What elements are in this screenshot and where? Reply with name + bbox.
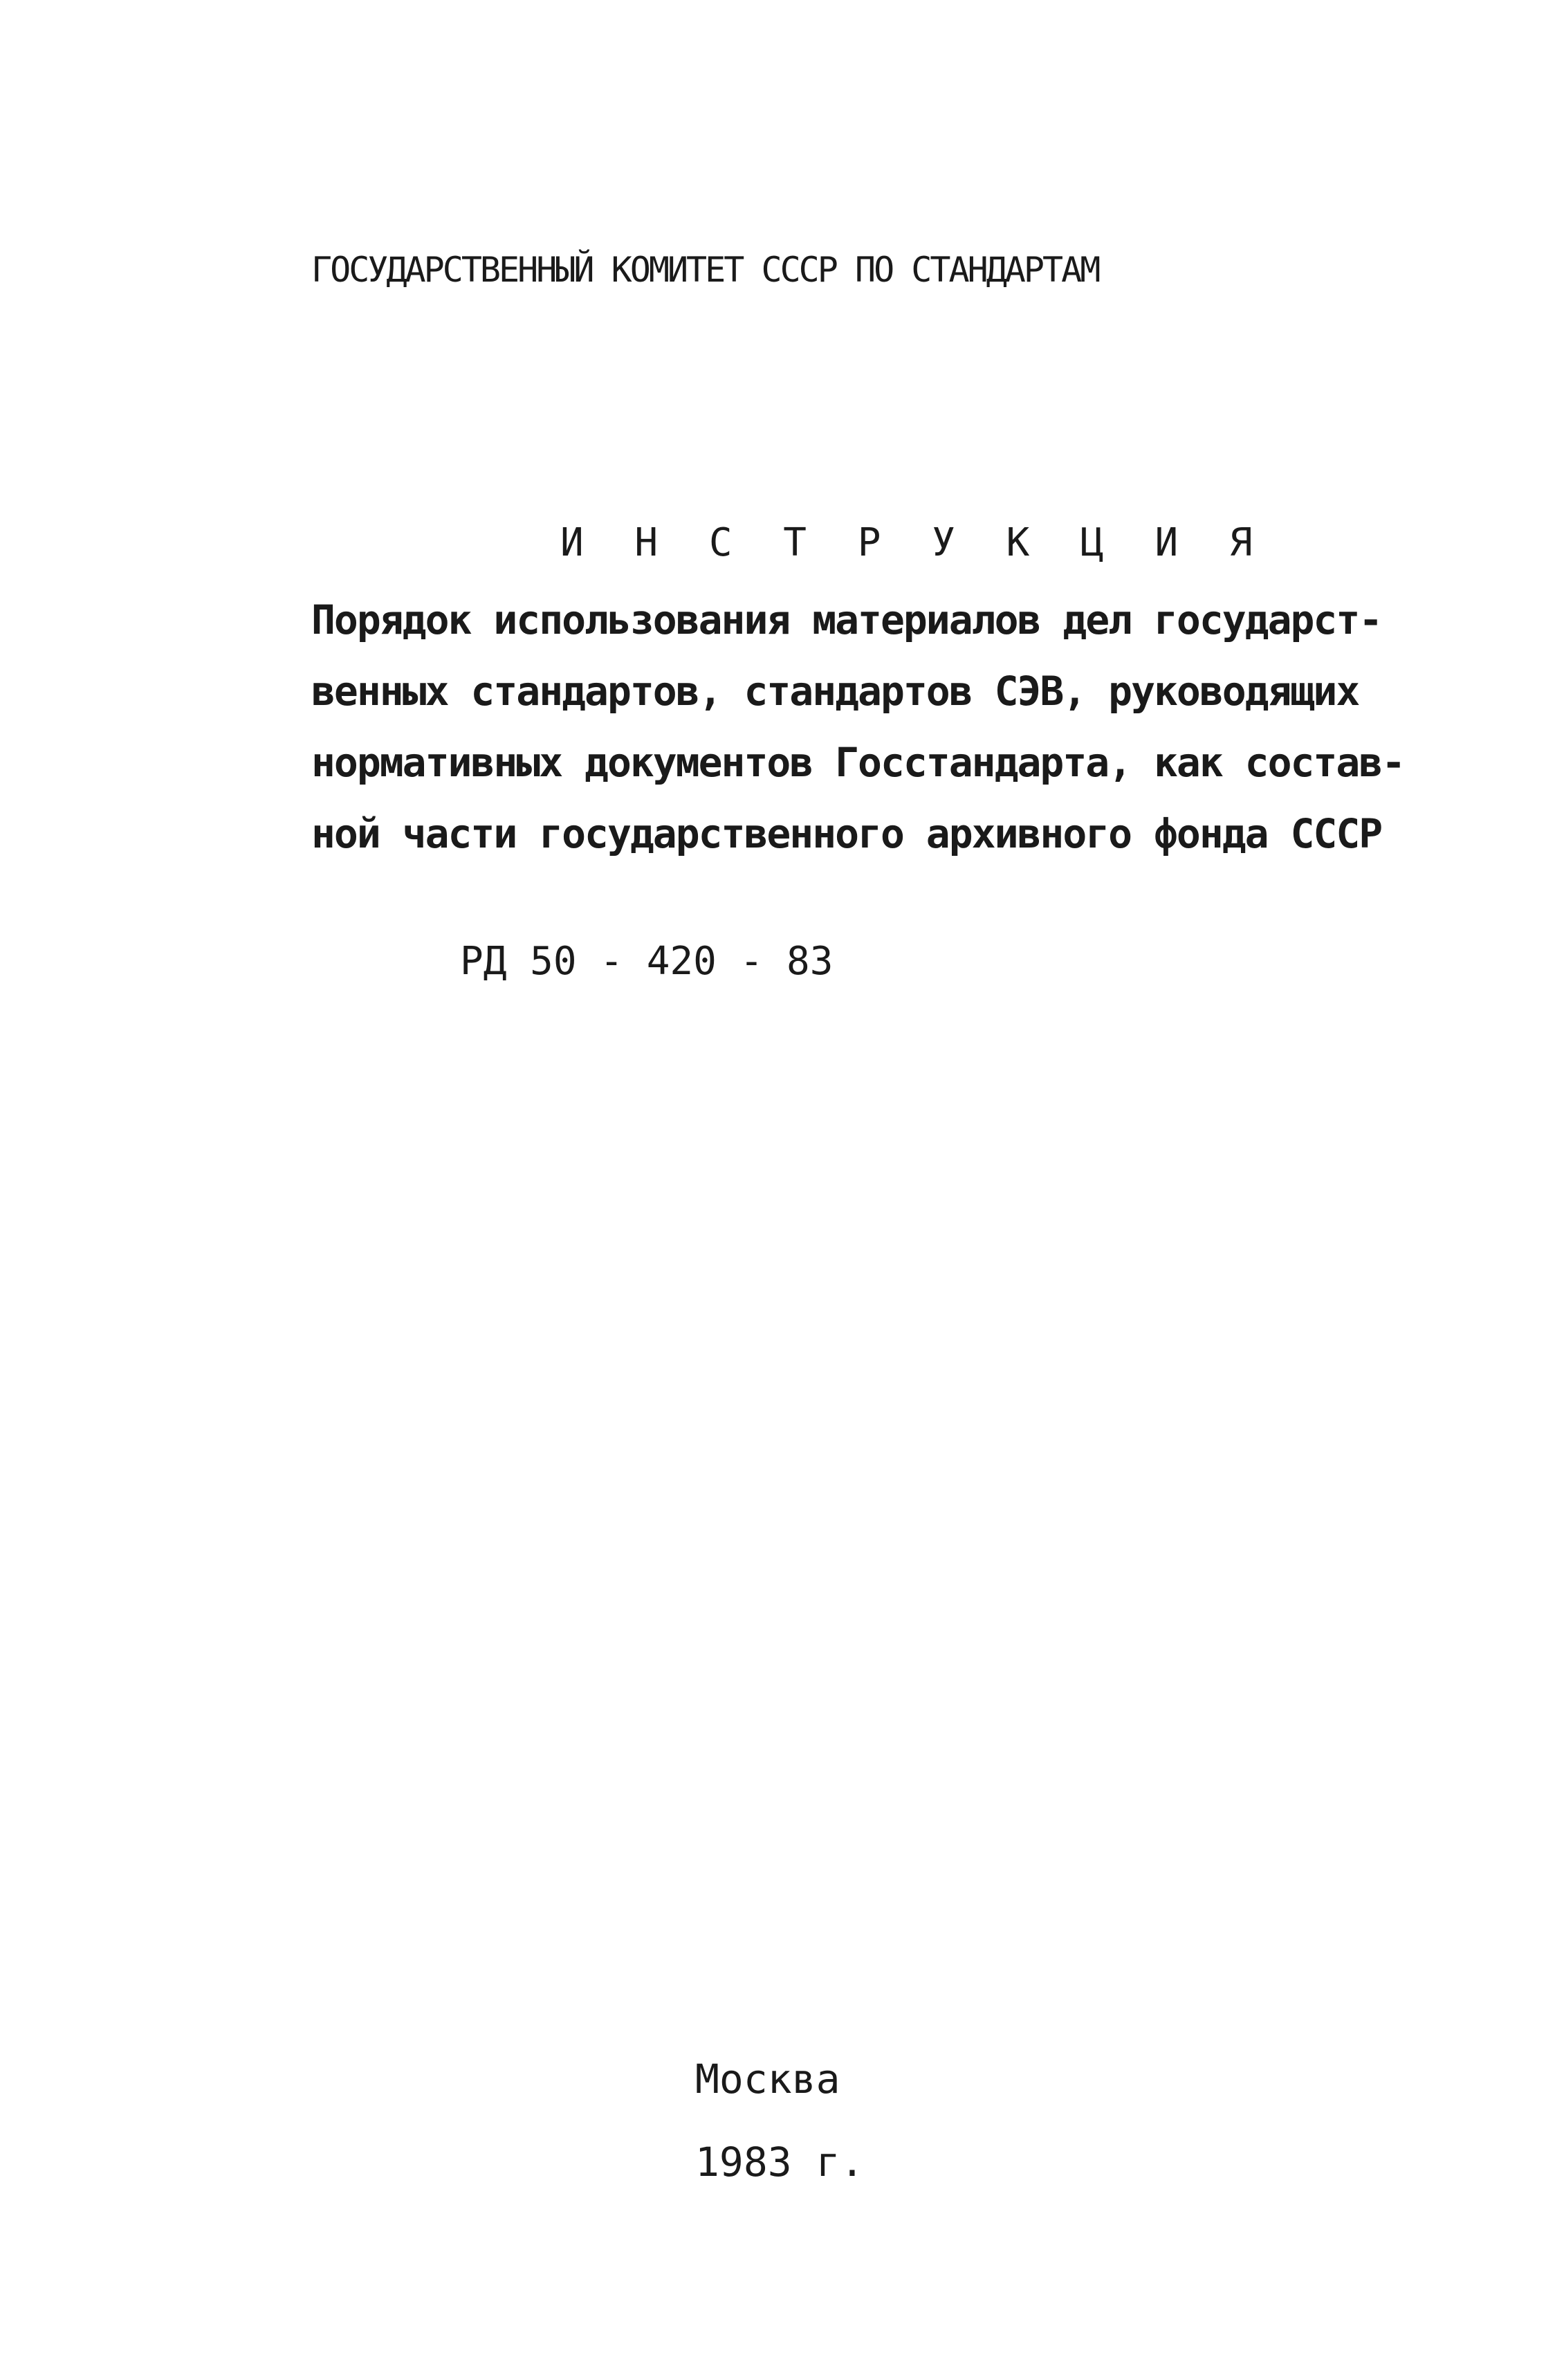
document-number: РД 50 - 420 - 83 bbox=[460, 939, 834, 984]
subtitle-line: Порядок использования материалов дел государст- bbox=[311, 596, 1382, 643]
document-subtitle bbox=[311, 585, 1405, 870]
subtitle-line: нормативных документов Госстандарта, как состав- bbox=[311, 739, 1405, 786]
organization-heading: ГОСУДАРСТВЕННЫЙ КОМИТЕТ СССР ПО СТАНДАРТАМ bbox=[311, 250, 1099, 290]
publication-year: 1983 г. bbox=[695, 2139, 865, 2186]
document-title: И Н С Т Р У К Ц И Я bbox=[560, 520, 1267, 565]
subtitle-line: венных стандартов, стандартов СЭВ, руководящих bbox=[311, 668, 1359, 715]
publication-city: Москва bbox=[695, 2056, 840, 2103]
subtitle-line: ной части государственного архивного фонда СССР bbox=[311, 810, 1382, 857]
